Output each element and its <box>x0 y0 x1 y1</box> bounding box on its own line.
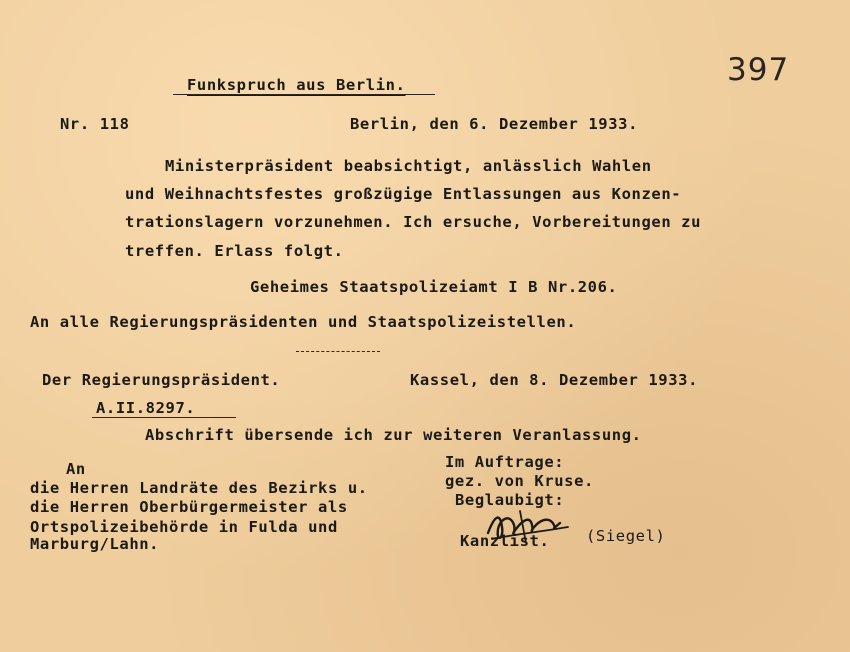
message-number: Nr. 118 <box>60 115 130 133</box>
page-number: 397 <box>727 52 790 88</box>
body-line: und Weihnachtsfestes großzügige Entlassungen aus Konzen- <box>125 185 682 203</box>
second-place-date: Kassel, den 8. Dezember 1933. <box>410 371 699 389</box>
signature-line: gez. von Kruse. <box>445 472 594 490</box>
sender-line: Geheimes Staatspolizeiamt I B Nr.206. <box>250 278 618 296</box>
recipient-line: die Herren Landräte des Bezirks u. <box>30 479 368 497</box>
instruction-line: Abschrift übersende ich zur weiteren Veranlassung. <box>145 426 642 444</box>
document-heading: Funkspruch aus Berlin. <box>187 76 406 94</box>
reference-underline <box>92 417 236 418</box>
second-sender: Der Regierungspräsident. <box>42 371 281 389</box>
heading-underline <box>173 94 435 95</box>
body-line: Ministerpräsident beabsichtigt, anlässlich Wahlen <box>165 157 652 175</box>
recipient-line: An <box>66 460 86 478</box>
recipient-line: Marburg/Lahn. <box>30 535 160 553</box>
seal-note: (Siegel) <box>586 527 666 545</box>
place-date: Berlin, den 6. Dezember 1933. <box>350 115 639 133</box>
recipient-line: Ortspolizeibehörde in Fulda und <box>30 518 338 536</box>
signature-line: Beglaubigt: <box>455 491 565 509</box>
body-line: treffen. Erlass folgt. <box>125 242 344 260</box>
separator <box>296 351 380 352</box>
recipient-line: die Herren Oberbürgermeister als <box>30 498 348 516</box>
addressee-line: An alle Regierungspräsidenten und Staatspolizeistellen. <box>30 313 577 331</box>
signature-line: Kanzlist. <box>460 532 550 550</box>
reference-number: A.II.8297. <box>96 399 196 417</box>
signature-line: Im Auftrage: <box>445 453 565 471</box>
body-line: trationslagern vorzunehmen. Ich ersuche, Vorbereitungen zu <box>125 213 702 231</box>
